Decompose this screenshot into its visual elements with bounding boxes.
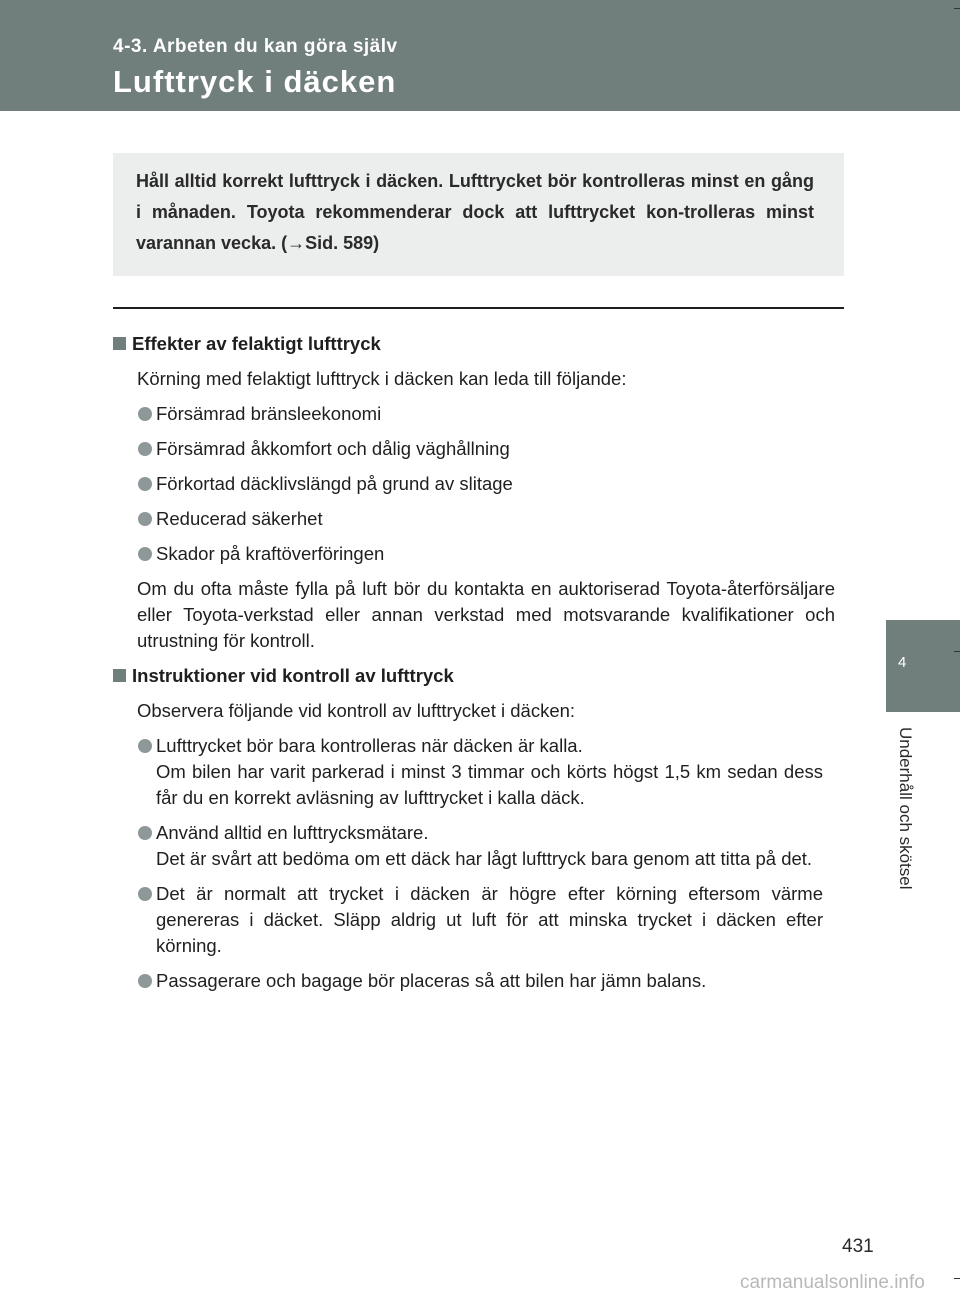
circle-bullet-icon — [138, 512, 152, 526]
crop-mark — [954, 8, 960, 9]
list-item-detail: Om bilen har varit parkerad i minst 3 timmar och körts högst 1,5 km sedan dess får du en korrekt avläsning av lufttrycket i kalla däck. — [156, 761, 823, 808]
section-label: 4-3. Arbeten du kan göra själv — [113, 36, 398, 57]
section-heading-text: Instruktioner vid kontroll av lufttryck — [132, 665, 454, 686]
square-bullet-icon — [113, 669, 126, 682]
list-item-title: Passagerare och bagage bör placeras så att bilen har jämn balans. — [156, 970, 707, 991]
page-number: 431 — [842, 1236, 874, 1257]
list-item — [156, 733, 823, 811]
list-item-text: Reducerad säkerhet — [156, 508, 323, 529]
circle-bullet-icon — [138, 826, 152, 840]
section-heading — [113, 331, 835, 357]
circle-bullet-icon — [138, 477, 152, 491]
square-bullet-icon — [113, 337, 126, 350]
list-item-title: Det är normalt att trycket i däcken är högre efter körning eftersom värme genereras i däcket. Släpp aldrig ut luft för att minska trycket i däcken efter körning. — [156, 883, 823, 956]
list-item — [156, 881, 823, 959]
list-item-text: Försämrad åkkomfort och dålig väghållning — [156, 438, 510, 459]
section-heading-text: Effekter av felaktigt lufttryck — [132, 333, 381, 354]
chapter-tab-number: 4 — [898, 654, 907, 671]
section-intro: Observera följande vid kontroll av lufttrycket i däcken: — [137, 700, 576, 721]
circle-bullet-icon — [138, 407, 152, 421]
list-item-text: Försämrad bränsleekonomi — [156, 403, 382, 424]
circle-bullet-icon — [138, 887, 152, 901]
list-item-text: Skador på kraftöverföringen — [156, 543, 385, 564]
circle-bullet-icon — [138, 739, 152, 753]
list-item-title: Lufttrycket bör bara kontrolleras när däcken är kalla. — [156, 735, 583, 756]
page-title: Lufttryck i däcken — [113, 64, 397, 99]
list-item — [156, 968, 823, 994]
list-item — [156, 436, 823, 462]
circle-bullet-icon — [138, 442, 152, 456]
list-item-text: Förkortad däcklivslängd på grund av slitage — [156, 473, 513, 494]
section-closing: Om du ofta måste fylla på luft bör du kontakta en auktoriserad Toyota-återförsäljare eller Toyota-verkstad eller annan verkstad med motsvarande kvalifikationer och utrustning för kontroll. — [137, 578, 835, 651]
intro-text: Håll alltid korrekt lufttryck i däcken. Lufttrycket bör kontrolleras minst en gång i månaden. Toyota rekommenderar dock att lufttrycket kon-trolleras minst varannan vecka. (→Sid. 589) — [136, 171, 814, 253]
section-intro: Körning med felaktigt lufttryck i däcken kan leda till följande: — [137, 368, 627, 389]
list-item — [156, 541, 823, 567]
divider-rule — [113, 307, 844, 309]
watermark: carmanualsonline.info — [740, 1272, 925, 1293]
circle-bullet-icon — [138, 547, 152, 561]
section-heading — [113, 663, 835, 689]
intro-box — [113, 153, 844, 276]
list-item-detail: Det är svårt att bedöma om ett däck har lågt lufttryck bara genom att titta på det. — [156, 848, 813, 869]
circle-bullet-icon — [138, 974, 152, 988]
crop-mark — [954, 1278, 960, 1279]
list-item — [156, 506, 823, 532]
list-item-title: Använd alltid en lufttrycksmätare. — [156, 822, 429, 843]
main-content — [113, 331, 835, 1003]
list-item — [156, 471, 823, 497]
crop-mark — [954, 651, 960, 652]
list-item — [156, 820, 823, 872]
list-item — [156, 401, 823, 427]
chapter-tab-label: Underhåll och skötsel — [896, 727, 915, 890]
